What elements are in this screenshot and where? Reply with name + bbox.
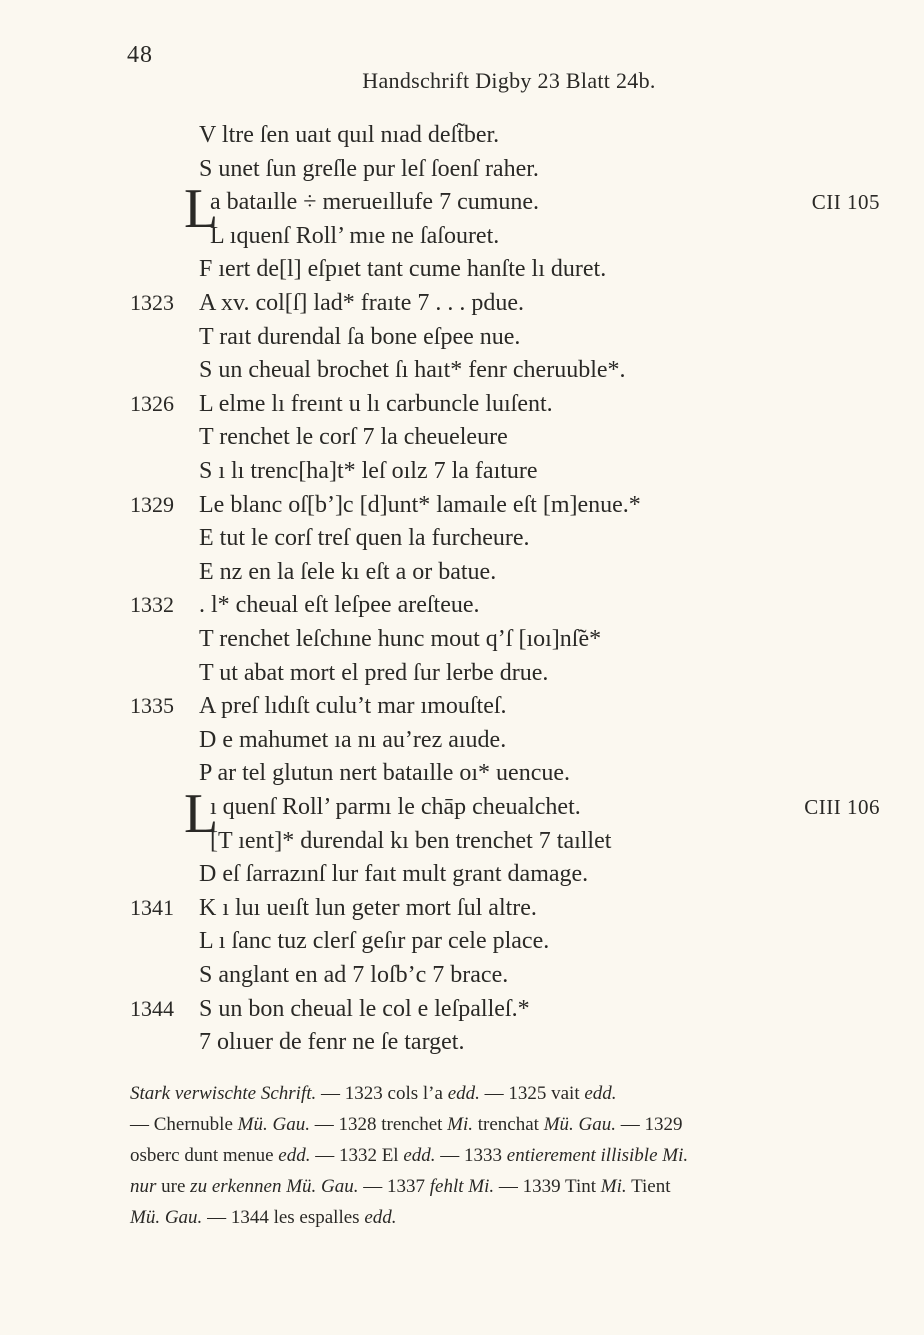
verse-line [130, 992, 890, 1026]
apparatus-line: osberc dunt menue edd. — 1332 El edd. — 1333 entierement illisible Mi. [130, 1145, 689, 1166]
verse-text: A preſ lıdıſt culu’t mar ımouſteſ. [199, 693, 507, 720]
verse-line [130, 420, 890, 454]
verse-text: Le blanc oſ[b’]c [d]unt* lamaıle eſt [m]enue.* [199, 491, 641, 518]
verse-line [130, 521, 890, 555]
verse-line [130, 924, 890, 958]
laisse-number: CII 105 [811, 190, 880, 215]
verse-line [130, 286, 890, 320]
line-number: 1323 [130, 290, 174, 315]
verse-line [130, 1025, 890, 1059]
decorated-initial: L [184, 178, 219, 241]
verse-line [130, 824, 890, 858]
verse-line [130, 454, 890, 488]
verse-text: T ut abat mort el pred ſur lerbe drue. [199, 659, 549, 686]
running-head: Handschrift Digby 23 Blatt 24b. [362, 68, 656, 93]
decorated-initial: L [184, 783, 219, 845]
apparatus-line: Stark verwischte Schrift. — 1323 cols l’a edd. — 1325 vait edd. [130, 1083, 617, 1104]
laisse-number: CIII 106 [804, 795, 880, 819]
verse-line [130, 622, 890, 656]
verse-text: P ar tel glutun nert bataılle oı* uencue. [199, 760, 570, 787]
verse-line [130, 555, 890, 589]
verse-text: T raıt durendal ſa bone eſpee nue. [199, 323, 521, 350]
verse-text: S ı lı trenc[ha]t* leſ oılz 7 la faıture [199, 458, 538, 484]
line-number: 1332 [130, 592, 174, 618]
verse-text: [T ıent]* durendal kı ben trenchet 7 taıllet [210, 827, 612, 854]
verse-line [130, 252, 890, 286]
apparatus-line: nur ure zu erkennen Mü. Gau. — 1337 fehlt Mi. — 1339 Tint Mi. Tient [130, 1176, 671, 1197]
verse-text: L ı ſanc tuz clerſ geſır par cele place. [199, 928, 550, 955]
apparatus-line: Mü. Gau. — 1344 les espalles edd. [130, 1207, 397, 1228]
verse-line [130, 723, 890, 757]
verse-text: 7 olıuer de fenr ne ſe target. [199, 1029, 465, 1056]
verse-line [130, 219, 890, 253]
verse-text: D e mahumet ıa nı au’rez aıude. [199, 726, 507, 753]
verse-line [130, 958, 890, 992]
verse-text: a bataılle ÷ merueıllufe 7 cumune. [210, 189, 540, 216]
verse-line [130, 656, 890, 690]
verse-line [130, 185, 890, 219]
verse-text: L elme lı freınt u lı carbuncle luıſent. [199, 390, 553, 417]
verse-line [130, 387, 890, 421]
verse-line [130, 118, 890, 152]
verse-text: E nz en la ſele kı eſt a or batue. [199, 558, 497, 585]
verse-text: S un bon cheual le col e leſpalleſ.* [199, 995, 530, 1022]
verse-text: F ıert de[l] eſpıet tant cume hanſte lı duret. [199, 256, 607, 283]
verse-text: S un cheual brochet ſı haıt* fenr cheruuble*. [199, 357, 626, 384]
verse-line [130, 152, 890, 186]
verse-text: . l* cheual eſt leſpee areſteue. [199, 592, 480, 619]
verse-text: T renchet le corſ 7 la cheueleure [199, 424, 508, 451]
verse-line [130, 756, 890, 790]
verse-text: S unet ſun greſle pur leſ ſoenſ raher. [199, 155, 539, 182]
verse-text: K ı luı ueıſt lun geter mort ſul altre. [199, 894, 537, 921]
verse-line [130, 353, 890, 387]
line-number: 1329 [130, 491, 174, 517]
line-number: 1344 [130, 995, 174, 1021]
line-number: 1326 [130, 390, 174, 416]
apparatus-line: — Chernuble Mü. Gau. — 1328 trenchet Mi. trenchat Mü. Gau. — 1329 [130, 1114, 683, 1135]
verse-text: E tut le corſ treſ quen la furcheure. [199, 525, 530, 552]
verse-text: D eſ ſarrazınſ lur faıt mult grant damage. [199, 861, 589, 888]
verse-text: T renchet leſchıne hunc mout q’ſ [ıoı]nſ̃e* [199, 626, 602, 652]
verse-line [130, 790, 890, 824]
verse-line [130, 488, 890, 522]
page-number: 48 [127, 42, 153, 68]
verse-text: S anglant en ad 7 loſb’c 7 brace. [199, 962, 509, 988]
critical-apparatus [130, 1078, 890, 1233]
line-number: 1335 [130, 693, 174, 719]
line-number: 1341 [130, 894, 174, 920]
verse-text: L ıquenſ Roll’ mıe ne ſaſouret. [210, 222, 500, 249]
verse-line [130, 320, 890, 354]
verse-line [130, 857, 890, 891]
verse-line [130, 689, 890, 723]
verse-text: A xv. col[ſ] lad* fraıte 7 . . . pdue. [199, 290, 525, 316]
verse-line [130, 588, 890, 622]
apparatus-note-italic: Stark verwischte Schrift. [130, 1083, 317, 1104]
verse-text: ı quenſ Roll’ parmı le chāp cheualchet. [210, 794, 581, 820]
verse-text: V ltre ſen uaıt quıl nıad deſt̃ber. [199, 122, 500, 148]
verse-line [130, 891, 890, 925]
